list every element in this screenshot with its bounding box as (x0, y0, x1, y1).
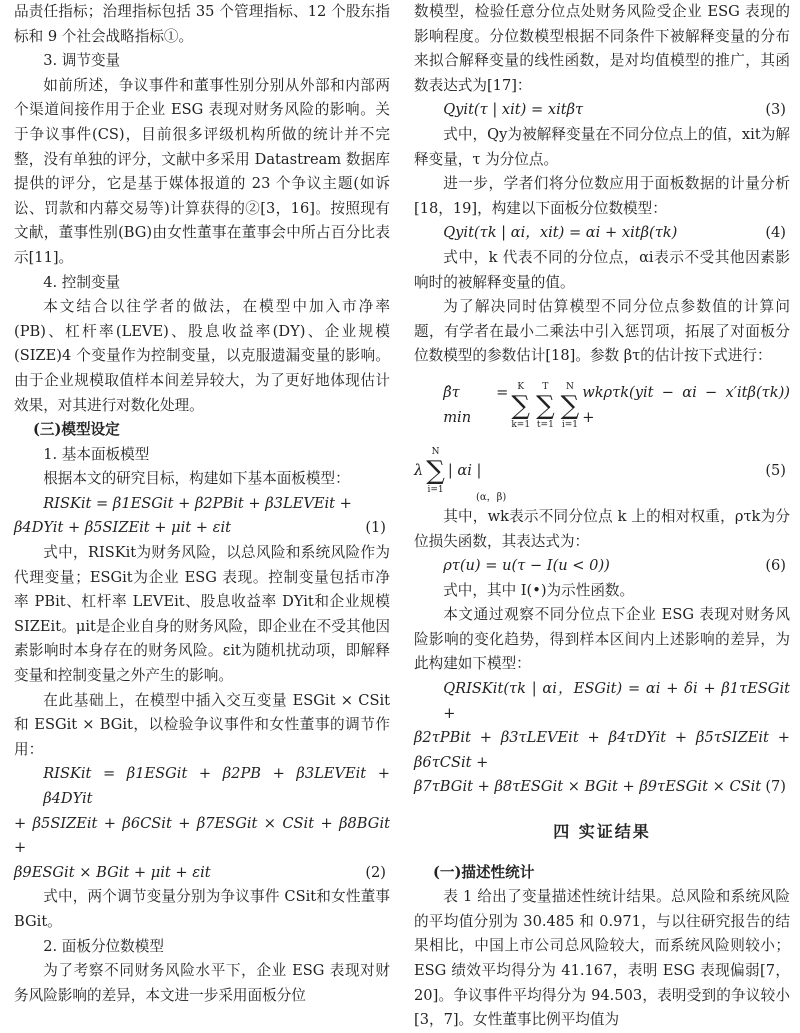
section-heading: (三)模型设定 (32, 421, 120, 439)
equation-4: Qyit(τk | αi，xit) = αi + xitβ(τk) (4) (414, 221, 790, 246)
paragraph: 为了考察不同财务风险水平下，企业 ESG 表现对财务风险影响的差异，本文进一步采用面板分位 (14, 962, 390, 1004)
paragraph: 数模型，检验任意分位点处财务风险受企业 ESG 表现的影响程度。分位数模型根据不同条件下被解释变量的分布来拟合解释变量的线性函数，是对均值模型的推广，其函数表达式为[17]： (414, 3, 790, 94)
equation-number: (4) (765, 224, 786, 242)
paragraph: 在此基础上，在模型中插入交互变量 ESGit × CSit和 ESGit × BGit，以检验争议事件和女性董事的调节作用： (14, 691, 390, 758)
equation-2-line-2: + β5SIZEit + β6CSit + β7ESGit × CSit + β8BGit + (14, 814, 390, 857)
equation-number: (5) (765, 461, 786, 479)
paragraph: 本文通过观察不同分位点下企业 ESG 表现对财务风险影响的变化趋势，得到样本区间内上述影响的差异，为此构建如下模型： (414, 606, 790, 673)
paragraph: 表 1 给出了变量描述性统计结果。总风险和系统风险的平均值分别为 30.485 和 0.971，与以往研究报告的结果相比，中国上市公司总风险较大，而系统风险则较小；ESG 绩效平均得分为 41.167，表明 ESG 表现偏弱[7，20]。争议事件平均得分为 94.503，表明受到的争议较小[3，7]。女性董事比例平均值为 (414, 888, 790, 1029)
right-column (414, 0, 790, 1033)
subsection-heading: 2. 面板分位数模型 (43, 937, 164, 955)
equation-6: ρτ(u) = u(τ − I(u < 0)) (6) (414, 554, 790, 579)
paragraph: 式中，RISKit为财务风险，以总风险和系统风险作为代理变量；ESGit为企业 ESG 表现。控制变量包括市净率 PBit、杠杆率 LEVEit、股息收益率 DYit和企业规模 SIZEit。μit是企业自身的财务风险，即企业在不受其他因素影响时本身存在的财务风险。εit为随机扰动项，即解释变量和控制变量之外产生的影响。 (14, 544, 390, 685)
paragraph: 式中，k 代表不同的分位点，αi表示不受其他因素影响时的被解释变量的值。 (414, 248, 790, 291)
paragraph: 为了解决同时估算模型不同分位点参数值的计算问题，有学者在最小二乘法中引入惩罚项，拓展了对面板分位数模型的参数估计[18]。参数 βτ的估计按下式进行： (414, 298, 790, 365)
paragraph: 品责任指标；治理指标包括 35 个管理指标、12 个股东指标和 9 个社会战略指标①。 (14, 3, 390, 45)
subsection-heading: 4. 控制变量 (43, 273, 121, 291)
equation-7-line-3: β7τBGit + β8τESGit × BGit + β9τESGit × CSit (7) (414, 775, 790, 800)
equation-5-subscript: (α，β) (476, 491, 507, 503)
subsection-heading: 1. 基本面板模型 (43, 445, 150, 463)
paragraph: 式中，其中 I(•)为示性函数。 (443, 581, 635, 599)
equation-5-line-2: λ N ∑ i=1 | αi | (5) (414, 443, 790, 499)
paragraph: 其中，wk表示不同分位点 k 上的相对权重，ρτk为分位损失函数，其表达式为： (414, 507, 790, 550)
left-column (14, 0, 390, 1008)
equation-2-line-3: β9ESGit × BGit + μit + εit (2) (14, 861, 390, 886)
equation-2-line-1: RISKit = β1ESGit + β2PB + β3LEVEit + β4DYit (43, 765, 390, 807)
equation-number: (1) (365, 519, 386, 537)
section-heading: (一)描述性统计 (432, 863, 535, 881)
equation-number: (2) (365, 863, 386, 881)
equation-3: Qyit(τ | xit) = xitβτ (3) (414, 98, 790, 123)
subsection-heading: 3. 调节变量 (43, 52, 121, 70)
paragraph: 根据本文的研究目标，构建如下基本面板模型： (43, 470, 350, 488)
equation-number: (7) (765, 778, 786, 796)
paragraph: 式中，Qy为被解释变量在不同分位点上的值，xit为解释变量，τ 为分位点。 (414, 125, 790, 168)
equation-1-line-2: β4DYit + β5SIZEit + μit + εit (1) (14, 516, 390, 541)
paragraph: 式中，两个调节变量分别为争议事件 CSit和女性董事 BGit。 (14, 888, 390, 930)
equation-7-line-1: QRISKit(τk | αi，ESGit) = αi + δi + β1τESGit + (443, 680, 790, 722)
equation-number: (6) (765, 557, 786, 575)
paragraph: 进一步，学者们将分位数应用于面板数据的计量分析[18，19]，构建以下面板分位数模型： (414, 175, 790, 217)
paragraph: 如前所述，争议事件和董事性别分别从外部和内部两个渠道间接作用于企业 ESG 表现对财务风险的影响。关于争议事件(CS)，目前很多评级机构所做的统计并不完整，没有单独的评分，文献中多采用 Datastream 数据库提供的评分，它是基于媒体报道的 23 个争议主题(如诉讼、罚款和内幕交易等)计算获得的②[3，16]。按照现有文献，董事性别(BG)由女性董事在董事会中所占百分比表示[11]。 (14, 76, 390, 266)
equation-number: (3) (765, 101, 786, 119)
equation-1-line-1: RISKit = β1ESGit + β2PBit + β3LEVEit + (43, 494, 352, 512)
section-title: 四 实证结果 (553, 822, 651, 842)
paragraph: 本文结合以往学者的做法，在模型中加入市净率(PB)、杠杆率(LEVE)、股息收益率(DY)、企业规模(SIZE)4 个变量作为控制变量，以克服遗漏变量的影响。由于企业规模取值样本间差异较大，为了更好地体现估计效果，对其进行对数化处理。 (14, 298, 390, 414)
equation-5-line-1: β̂τ = min K ∑ k=1 T ∑ t=1 N ∑ i=1 wkρτk(yit − αi − x′itβ(τk)) + (443, 381, 790, 430)
equation-7-line-2: β2τPBit + β3τLEVEit + β4τDYit + β5τSIZEit + β6τCSit + (414, 729, 790, 771)
